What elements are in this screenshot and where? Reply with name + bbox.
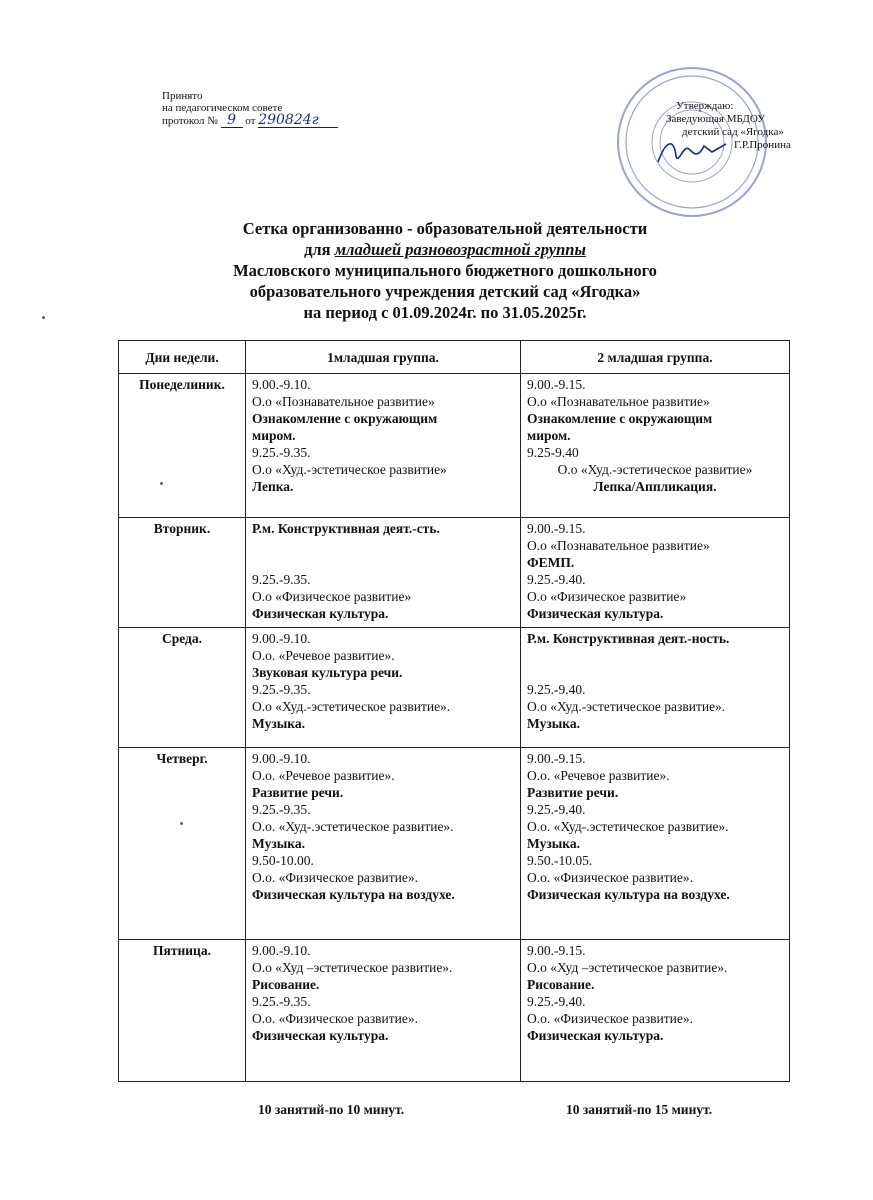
- kindergarten-name: детский сад «Ягодка»: [682, 126, 784, 138]
- footer-group1-summary: 10 занятий-по 10 минут.: [258, 1102, 405, 1117]
- day-cell: Вторник.: [119, 518, 246, 628]
- document-title: [150, 218, 740, 323]
- table-row-wednesday: [119, 628, 790, 748]
- protocol-number: 9: [227, 112, 236, 128]
- scan-speck: [180, 822, 183, 825]
- accepted-label: Принято: [162, 90, 203, 102]
- protocol-date: 290824г: [258, 112, 319, 128]
- day-cell: Среда.: [119, 628, 246, 748]
- table-row-monday: [119, 374, 790, 518]
- header-group-2: 2 младшая группа.: [521, 341, 790, 374]
- protocol-line: [162, 114, 338, 128]
- title-line-3: Масловского муниципального бюджетного дошкольного: [233, 261, 657, 280]
- table-header-row: [119, 341, 790, 374]
- from-label: от: [245, 115, 256, 127]
- group1-cell: 9.00.-9.10. О.о. «Речевое развитие». Развитие речи. 9.25.-9.35. О.о. «Худ-.эстетическое развитие». Музыка. 9.50-10.00. О.о. «Физическое развитие». Физическая культура на воздухе.: [246, 748, 521, 940]
- header-days: Дни недели.: [119, 341, 246, 374]
- group2-cell: 9.00.-9.15. О.о. «Речевое развитие». Развитие речи. 9.25.-9.40. О.о. «Худ-.эстетическое развитие». Музыка. 9.50.-10.05. О.о. «Физическое развитие». Физическая культура на воздухе.: [521, 748, 790, 940]
- day-cell: Понеделиник.: [119, 374, 246, 518]
- header-group-1: 1младшая группа.: [246, 341, 521, 374]
- council-label: на педагогическом совете: [162, 102, 283, 114]
- group1-cell: Р.м. Конструктивная деят.-сть. 9.25.-9.35. О.о «Физическое развитие» Физическая культура.: [246, 518, 521, 628]
- title-line-2: для младшей разновозрастной группы: [304, 240, 586, 259]
- day-cell: Пятница.: [119, 940, 246, 1082]
- group1-cell: 9.00.-9.10. О.о. «Речевое развитие». Звуковая культура речи. 9.25.-9.35. О.о «Худ.-эстетическое развитие». Музыка.: [246, 628, 521, 748]
- title-line-5: на период с 01.09.2024г. по 31.05.2025г.: [303, 303, 587, 322]
- group2-cell: 9.00.-9.15. О.о «Познавательное развитие» ФЕМП. 9.25.-9.40. О.о «Физическое развитие» Физическая культура.: [521, 518, 790, 628]
- group2-cell: Р.м. Конструктивная деят.-ность. 9.25.-9.40. О.о «Худ.-эстетическое развитие». Музыка.: [521, 628, 790, 748]
- table-row-friday: [119, 940, 790, 1082]
- accepted-block: [162, 90, 338, 128]
- footer-group2-summary: 10 занятий-по 15 минут.: [566, 1102, 713, 1117]
- group2-cell: 9.00.-9.15. О.о «Познавательное развитие» Ознакомление с окружающим миром. 9.25-9.40 О.о «Худ.-эстетическое развитие» Лепка/Аппликация.: [521, 374, 790, 518]
- signature: [652, 132, 732, 172]
- group1-cell: 9.00.-9.10. О.о «Худ –эстетическое развитие». Рисование. 9.25.-9.35. О.о. «Физическое развитие». Физическая культура.: [246, 940, 521, 1082]
- schedule-table: [118, 340, 790, 1082]
- table-row-thursday: [119, 748, 790, 940]
- head-title: Заведующая МБДОУ: [666, 113, 766, 125]
- head-name: Г.Р.Пронина: [734, 139, 791, 151]
- title-line-1: Сетка организованно - образовательной деятельности: [242, 219, 648, 238]
- table-row-tuesday: [119, 518, 790, 628]
- protocol-label: протокол №: [162, 115, 218, 127]
- title-line-4: образовательного учреждения детский сад «Ягодка»: [249, 282, 641, 301]
- scan-speck: [160, 482, 163, 485]
- scan-speck: [42, 316, 45, 319]
- group-name: младшей разновозрастной группы: [334, 240, 586, 259]
- group2-cell: 9.00.-9.15. О.о «Худ –эстетическое развитие». Рисование. 9.25.-9.40. О.о. «Физическое развитие». Физическая культура.: [521, 940, 790, 1082]
- approve-label: Утверждаю:: [676, 100, 734, 112]
- day-cell: Четверг.: [119, 748, 246, 940]
- group1-cell: 9.00.-9.10. О.о «Познавательное развитие» Ознакомление с окружающим миром. 9.25.-9.35. О.о «Худ.-эстетическое развитие» Лепка.: [246, 374, 521, 518]
